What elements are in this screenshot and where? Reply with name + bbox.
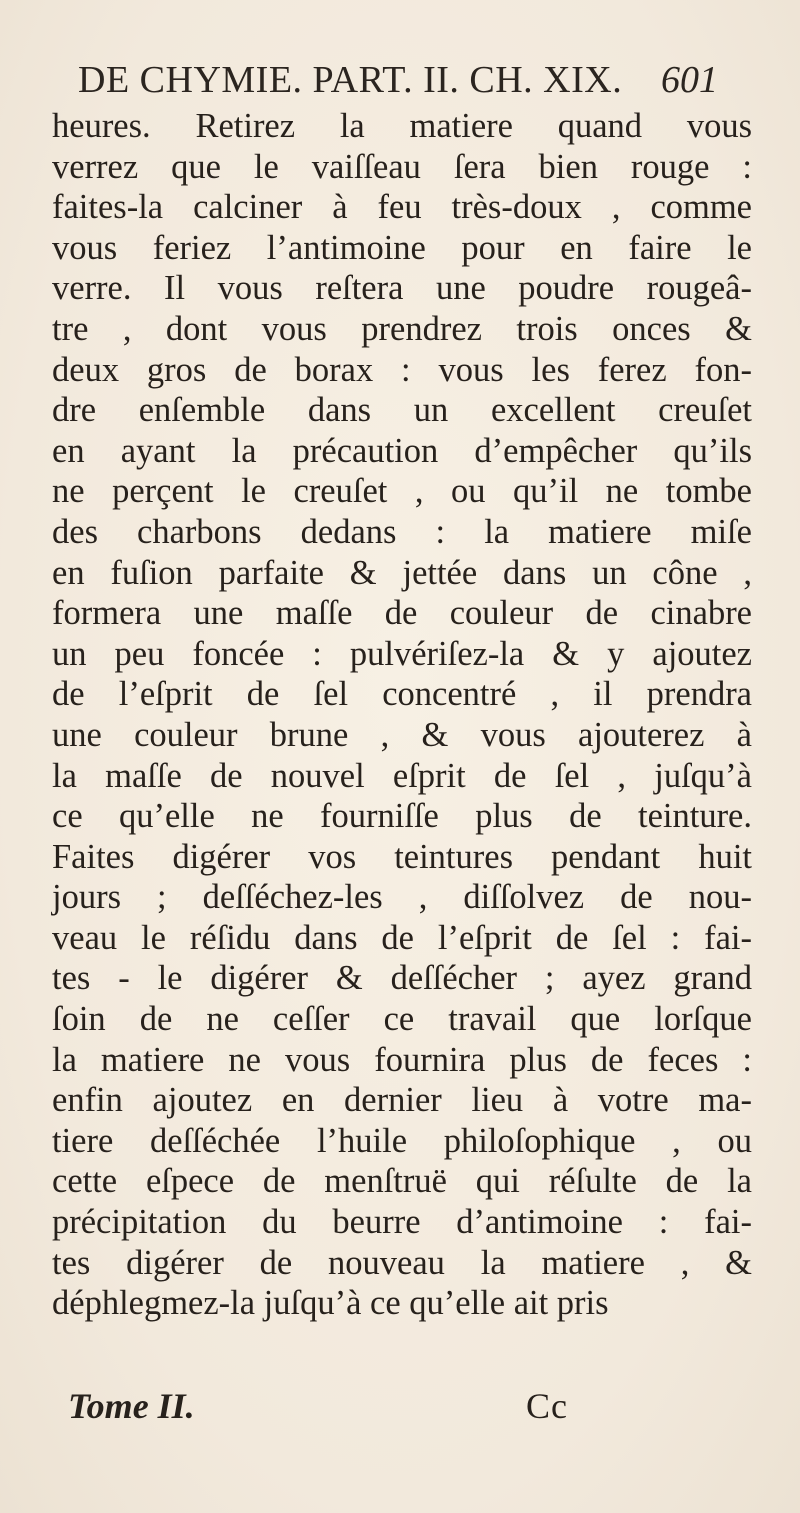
- text-line: deux gros de borax : vous les ferez fon-: [52, 350, 752, 389]
- text-line: de l’eſprit de ſel concentré , il prendra: [52, 675, 752, 714]
- text-line: ſoin de ne ceſſer ce travail que lorſque: [52, 1000, 752, 1039]
- volume-label: Tome II.: [68, 1386, 195, 1426]
- text-line: vous feriez l’antimoine pour en faire le: [52, 228, 752, 267]
- body-text: [52, 106, 752, 1324]
- text-line: dre enſemble dans un excellent creuſet: [52, 391, 752, 430]
- text-line: la maſſe de nouvel eſprit de ſel , juſqu’à: [52, 756, 752, 795]
- text-line: verre. Il vous reſtera une poudre rougeâ-: [52, 269, 752, 308]
- text-line: tes - le digérer & deſſécher ; ayez grand: [52, 959, 752, 998]
- running-head: DE CHYMIE. PART. II. CH. XIX.: [78, 59, 623, 101]
- text-line: faites-la calciner à feu très-doux , comme: [52, 188, 752, 227]
- signature-mark: Cc: [526, 1386, 568, 1426]
- text-line: un peu foncée : pulvériſez-la & y ajoutez: [52, 634, 752, 673]
- text-line: formera une maſſe de couleur de cinabre: [52, 594, 752, 633]
- text-line: verrez que le vaiſſeau ſera bien rouge :: [52, 147, 752, 186]
- text-line: la matiere ne vous fournira plus de feces :: [52, 1040, 752, 1079]
- text-line: déphlegmez-la juſqu’à ce qu’elle ait pris: [52, 1284, 609, 1323]
- text-line: Faites digérer vos teintures pendant huit: [52, 837, 752, 876]
- text-line: une couleur brune , & vous ajouterez à: [52, 715, 752, 754]
- text-line: en fuſion parfaite & jettée dans un cône ,: [52, 553, 752, 592]
- text-line: cette eſpece de menſtruë qui réſulte de la: [52, 1162, 752, 1201]
- page-number: 601: [661, 59, 718, 101]
- text-line: enfin ajoutez en dernier lieu à votre ma-: [52, 1081, 752, 1120]
- text-line: heures. Retirez la matiere quand vous: [52, 107, 752, 145]
- text-line: en ayant la précaution d’empêcher qu’ils: [52, 431, 752, 470]
- text-line: jours ; deſſéchez-les , diſſolvez de nou-: [52, 878, 752, 917]
- text-line: précipitation du beurre d’antimoine : fai-: [52, 1203, 752, 1242]
- text-line: ce qu’elle ne fourniſſe plus de teinture.: [52, 797, 752, 836]
- text-line: tre , dont vous prendrez trois onces &: [52, 309, 752, 348]
- text-line: ne perçent le creuſet , ou qu’il ne tombe: [52, 472, 752, 511]
- text-line: tiere deſſéchée l’huile philoſophique , ou: [52, 1121, 752, 1160]
- text-line: veau le réſidu dans de l’eſprit de ſel : fai-: [52, 918, 752, 957]
- page-header: [78, 58, 718, 102]
- page-footer: [68, 1385, 668, 1433]
- text-line: tes digérer de nouveau la matiere , &: [52, 1243, 752, 1282]
- text-line: des charbons dedans : la matiere miſe: [52, 512, 752, 551]
